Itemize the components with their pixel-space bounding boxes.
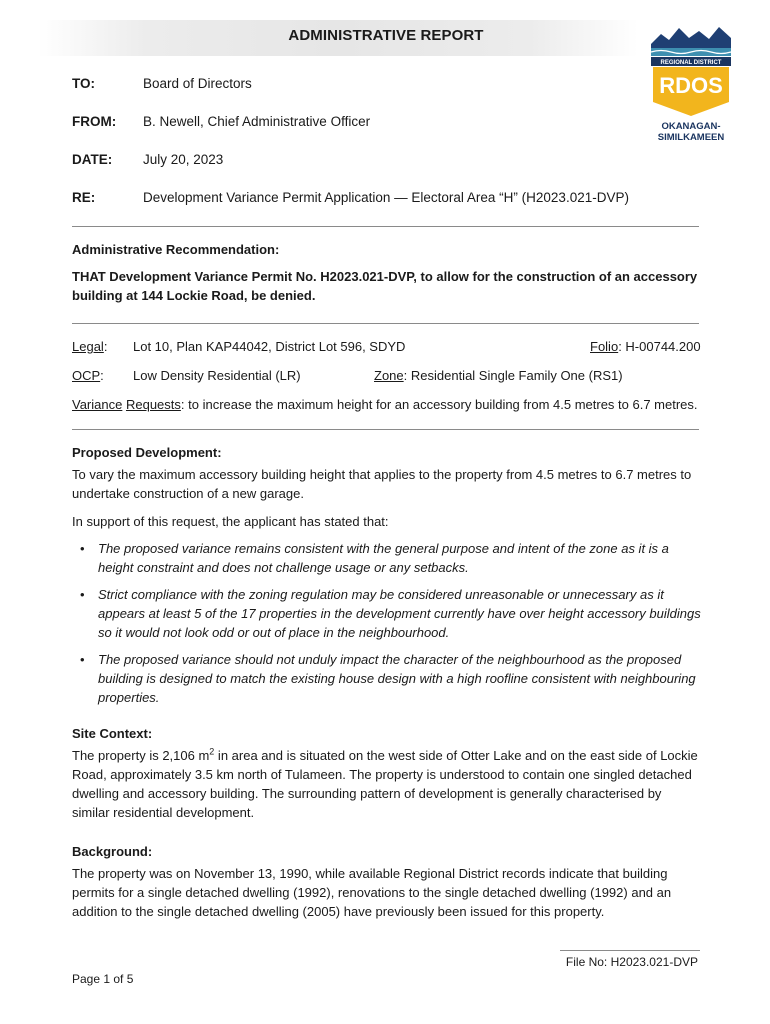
variance-label-2: Requests [125,397,181,412]
file-number: File No: H2023.021-DVP [565,955,698,969]
recommendation-heading: Administrative Recommendation: [72,242,280,257]
background-text: The property was on November 13, 1990, while available Regional District records indicate that building permits for a single detached dwelling (1992), renovations to the single detached dwelling (1992) and an addition to the single detached dwelling (2005) have previously been issued for this property. [72,866,672,919]
folio-value: H-00744.200 [625,339,701,354]
to-label: TO: [72,76,95,91]
report-title: ADMINISTRATIVE REPORT [288,27,484,44]
variance-label-1: Variance [72,397,123,412]
date-label: DATE: [72,152,113,167]
bullet-dot: • [80,541,85,556]
ocp-value: Low Density Residential (LR) [133,368,301,383]
ocp-label: OCP [72,368,101,383]
background-heading: Background: [72,844,153,859]
legal-value: Lot 10, Plan KAP44042, District Lot 596, SDYD [133,339,406,354]
support-intro: In support of this request, the applicant has stated that: [72,514,389,529]
to-value: Board of Directors [143,76,252,91]
logo-top-text: REGIONAL DISTRICT [660,60,722,66]
variance-value: to increase the maximum height for an accessory building from 4.5 metres to 6.7 metres. [188,397,698,412]
applicant-statements [72,539,702,715]
from-value: B. Newell, Chief Administrative Officer [143,114,371,129]
legal-label: Legal [72,339,104,354]
re-label: RE: [72,190,96,205]
rdos-logo [647,22,735,148]
bullet-dot: • [80,652,85,667]
re-value: Development Variance Permit Application — Electoral Area “H” (H2023.021-DVP) [143,190,629,205]
list-item: • The proposed variance remains consistent with the general purpose and intent of the zone as it is a height constraint and does not challenge usage or any setbacks. [80,541,669,575]
logo-main-text: RDOS [659,73,723,98]
site-text: The property is 2,106 $m^2$ in area and is situated on the west side of Otter Lake and on the east side of Lockie Road, approximately 3.5 km north of Tulameen. The property is understood to contain one singled detached dwelling and accessory building. The surrounding pattern of development is generally characterised by similar residential development. [72,746,698,820]
list-item: • The proposed variance should not unduly impact the character of the neighbourhood as the proposed building is designed to match the existing house design with a high roofline consistent with neighbouring properties. [80,652,696,705]
footer-divider [560,950,700,951]
variance-row: Variance Requests: to increase the maximum height for an accessory building from 4.5 metres to 6.7 metres. [72,397,698,412]
zone-label: Zone [374,368,404,383]
logo-bottom-text-2: SIMILKAMEEN [657,132,725,143]
zone-row: Zone: Residential Single Family One (RS1) [374,368,623,383]
list-item: • Strict compliance with the zoning regulation may be considered unreasonable or unnecessary as it appears at least 5 of the 17 properties in the development currently have over height accessory buildings so it would not look odd or out of place in the neighbourhood. [80,587,701,640]
folio-label: Folio [590,339,619,354]
date-value: July 20, 2023 [143,152,224,167]
divider [72,226,699,227]
divider [72,323,699,324]
ocp-row: OCP: [72,368,104,383]
zone-value: Residential Single Family One (RS1) [410,368,623,383]
proposed-text: To vary the maximum accessory building height that applies to the property from 4.5 metres to 6.7 metres to undertake construction of a new garage. [72,467,692,501]
proposed-heading: Proposed Development: [72,445,222,460]
bullet-dot: • [80,587,85,602]
logo-bottom-text-1: OKANAGAN- [661,121,721,132]
site-heading: Site Context: [72,726,153,741]
divider [72,429,699,430]
page-number: Page 1 of 5 [72,972,134,986]
legal-row: Legal: [72,339,108,354]
folio-row: Folio: H-00744.200 [590,339,701,354]
recommendation-text: THAT Development Variance Permit No. H2023.021-DVP, to allow for the construction of an accessory building at 144 Lockie Road, be denied. [72,269,698,303]
from-label: FROM: [72,114,117,129]
